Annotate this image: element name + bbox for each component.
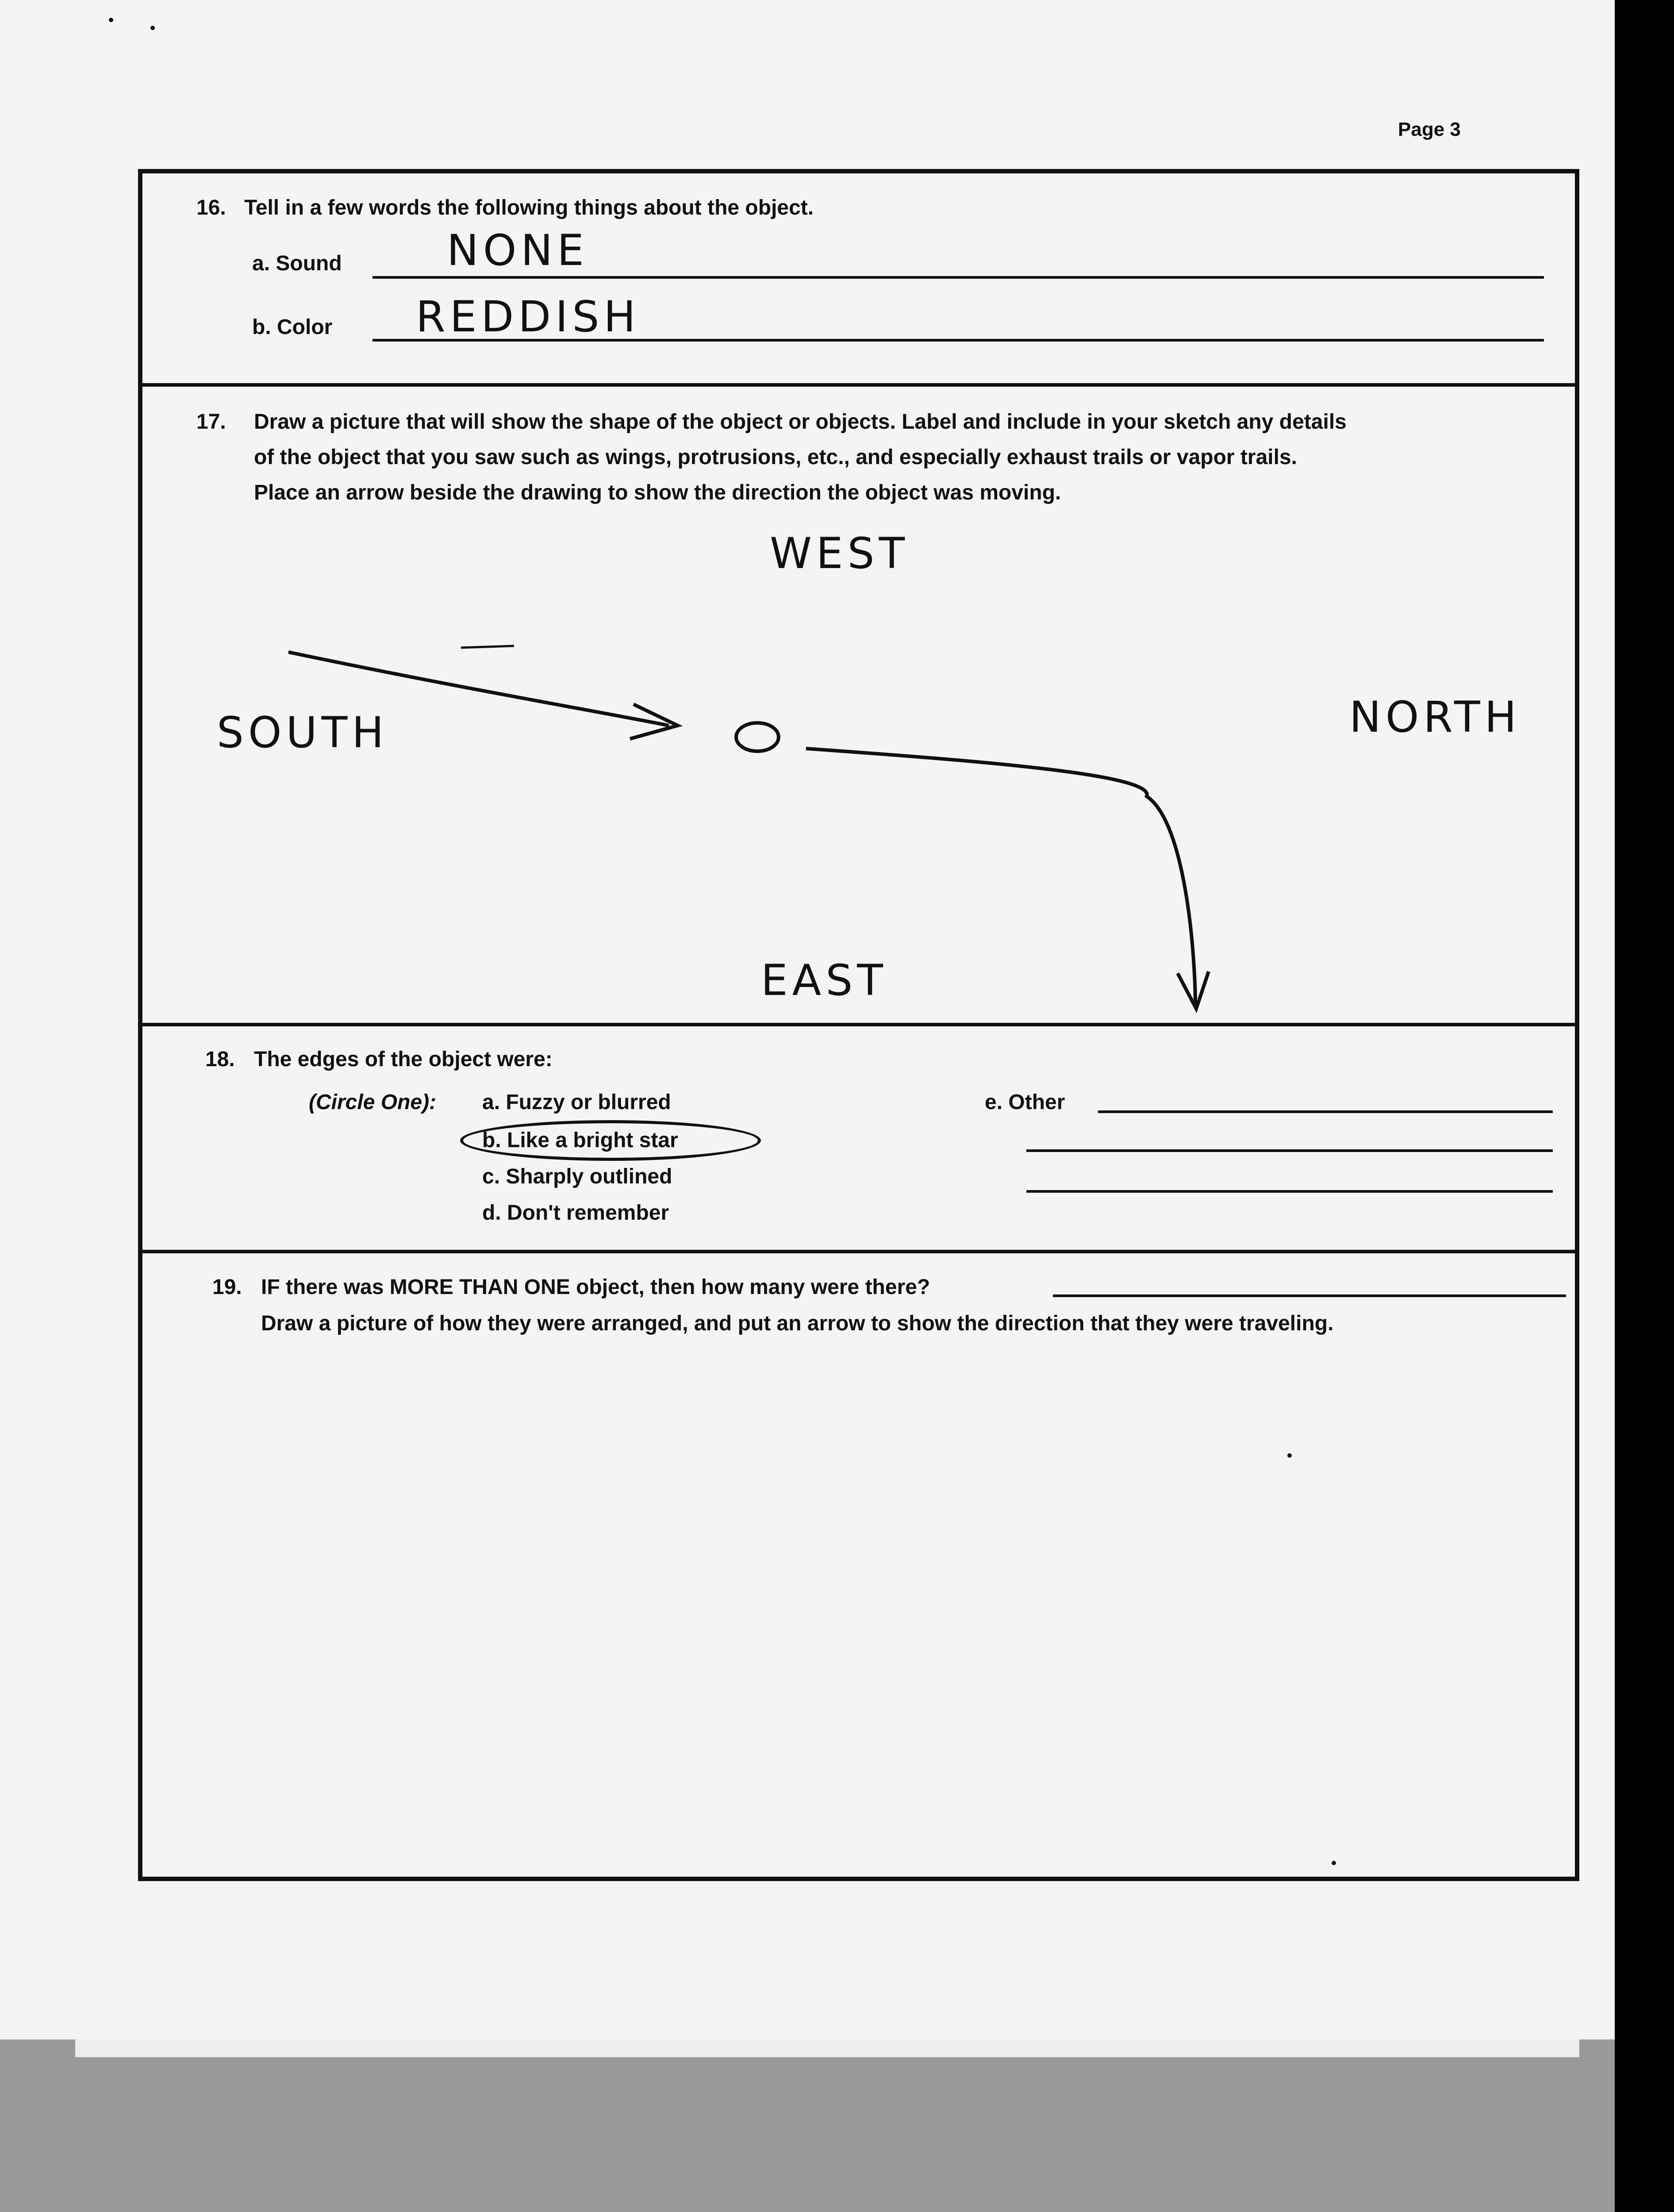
scan-speck <box>1332 1861 1336 1865</box>
sound-answer[interactable]: NONE <box>447 226 588 275</box>
q17-line2: of the object that you saw such as wings, protrusions, etc., and especially exhaust trails or vapor trails. <box>254 445 1297 469</box>
q17-line1: Draw a picture that will show the shape of the object or objects. Label and include in your sketch any details <box>254 410 1347 434</box>
selected-option-circle <box>460 1120 761 1161</box>
scan-speck <box>150 26 155 30</box>
q18-instruction: (Circle One): <box>309 1091 437 1114</box>
q19-line1: IF there was MORE THAN ONE object, then how many were there? <box>261 1275 930 1299</box>
scan-speck <box>109 18 113 22</box>
object-circle <box>736 723 779 751</box>
page-number: Page 3 <box>1398 119 1461 140</box>
q19-line2: Draw a picture of how they were arranged, and put an arrow to show the direction that they were traveling. <box>261 1312 1334 1335</box>
q18-other-label: e. Other <box>985 1091 1065 1114</box>
q18-prompt: The edges of the object were: <box>254 1048 553 1071</box>
q16-sound-label: a. Sound <box>252 252 342 275</box>
q16-number: 16. <box>196 196 226 219</box>
color-answer[interactable]: REDDISH <box>416 292 640 342</box>
scan-background <box>0 2039 1615 2212</box>
q18-option-a[interactable]: a. Fuzzy or blurred <box>482 1091 671 1114</box>
other-answer-line-1 <box>1098 1110 1553 1113</box>
q18-option-d[interactable]: d. Don't remember <box>482 1201 669 1225</box>
label-west: WEST <box>770 529 910 578</box>
q16-prompt: Tell in a few words the following things about the object. <box>244 196 814 219</box>
q17-line3: Place an arrow beside the drawing to show the direction the object was moving. <box>254 481 1061 504</box>
q19-number: 19. <box>212 1275 242 1299</box>
count-answer-line <box>1053 1294 1566 1297</box>
q17-number: 17. <box>196 410 226 434</box>
next-page-edge <box>75 2039 1579 2057</box>
q18-option-b[interactable]: b. Like a bright star <box>482 1129 678 1152</box>
label-south: SOUTH <box>217 708 388 757</box>
pen-mark <box>461 646 514 648</box>
q16-color-label: b. Color <box>252 315 333 339</box>
scan-speck <box>1287 1453 1292 1458</box>
q18-option-c[interactable]: c. Sharply outlined <box>482 1165 672 1188</box>
divider-18-19 <box>138 1250 1579 1253</box>
other-answer-line-3 <box>1026 1190 1553 1193</box>
label-north: NORTH <box>1349 692 1521 742</box>
q18-number: 18. <box>205 1048 235 1071</box>
label-east: EAST <box>761 956 887 1005</box>
other-answer-line-2 <box>1026 1149 1553 1152</box>
sound-answer-line <box>372 276 1544 279</box>
